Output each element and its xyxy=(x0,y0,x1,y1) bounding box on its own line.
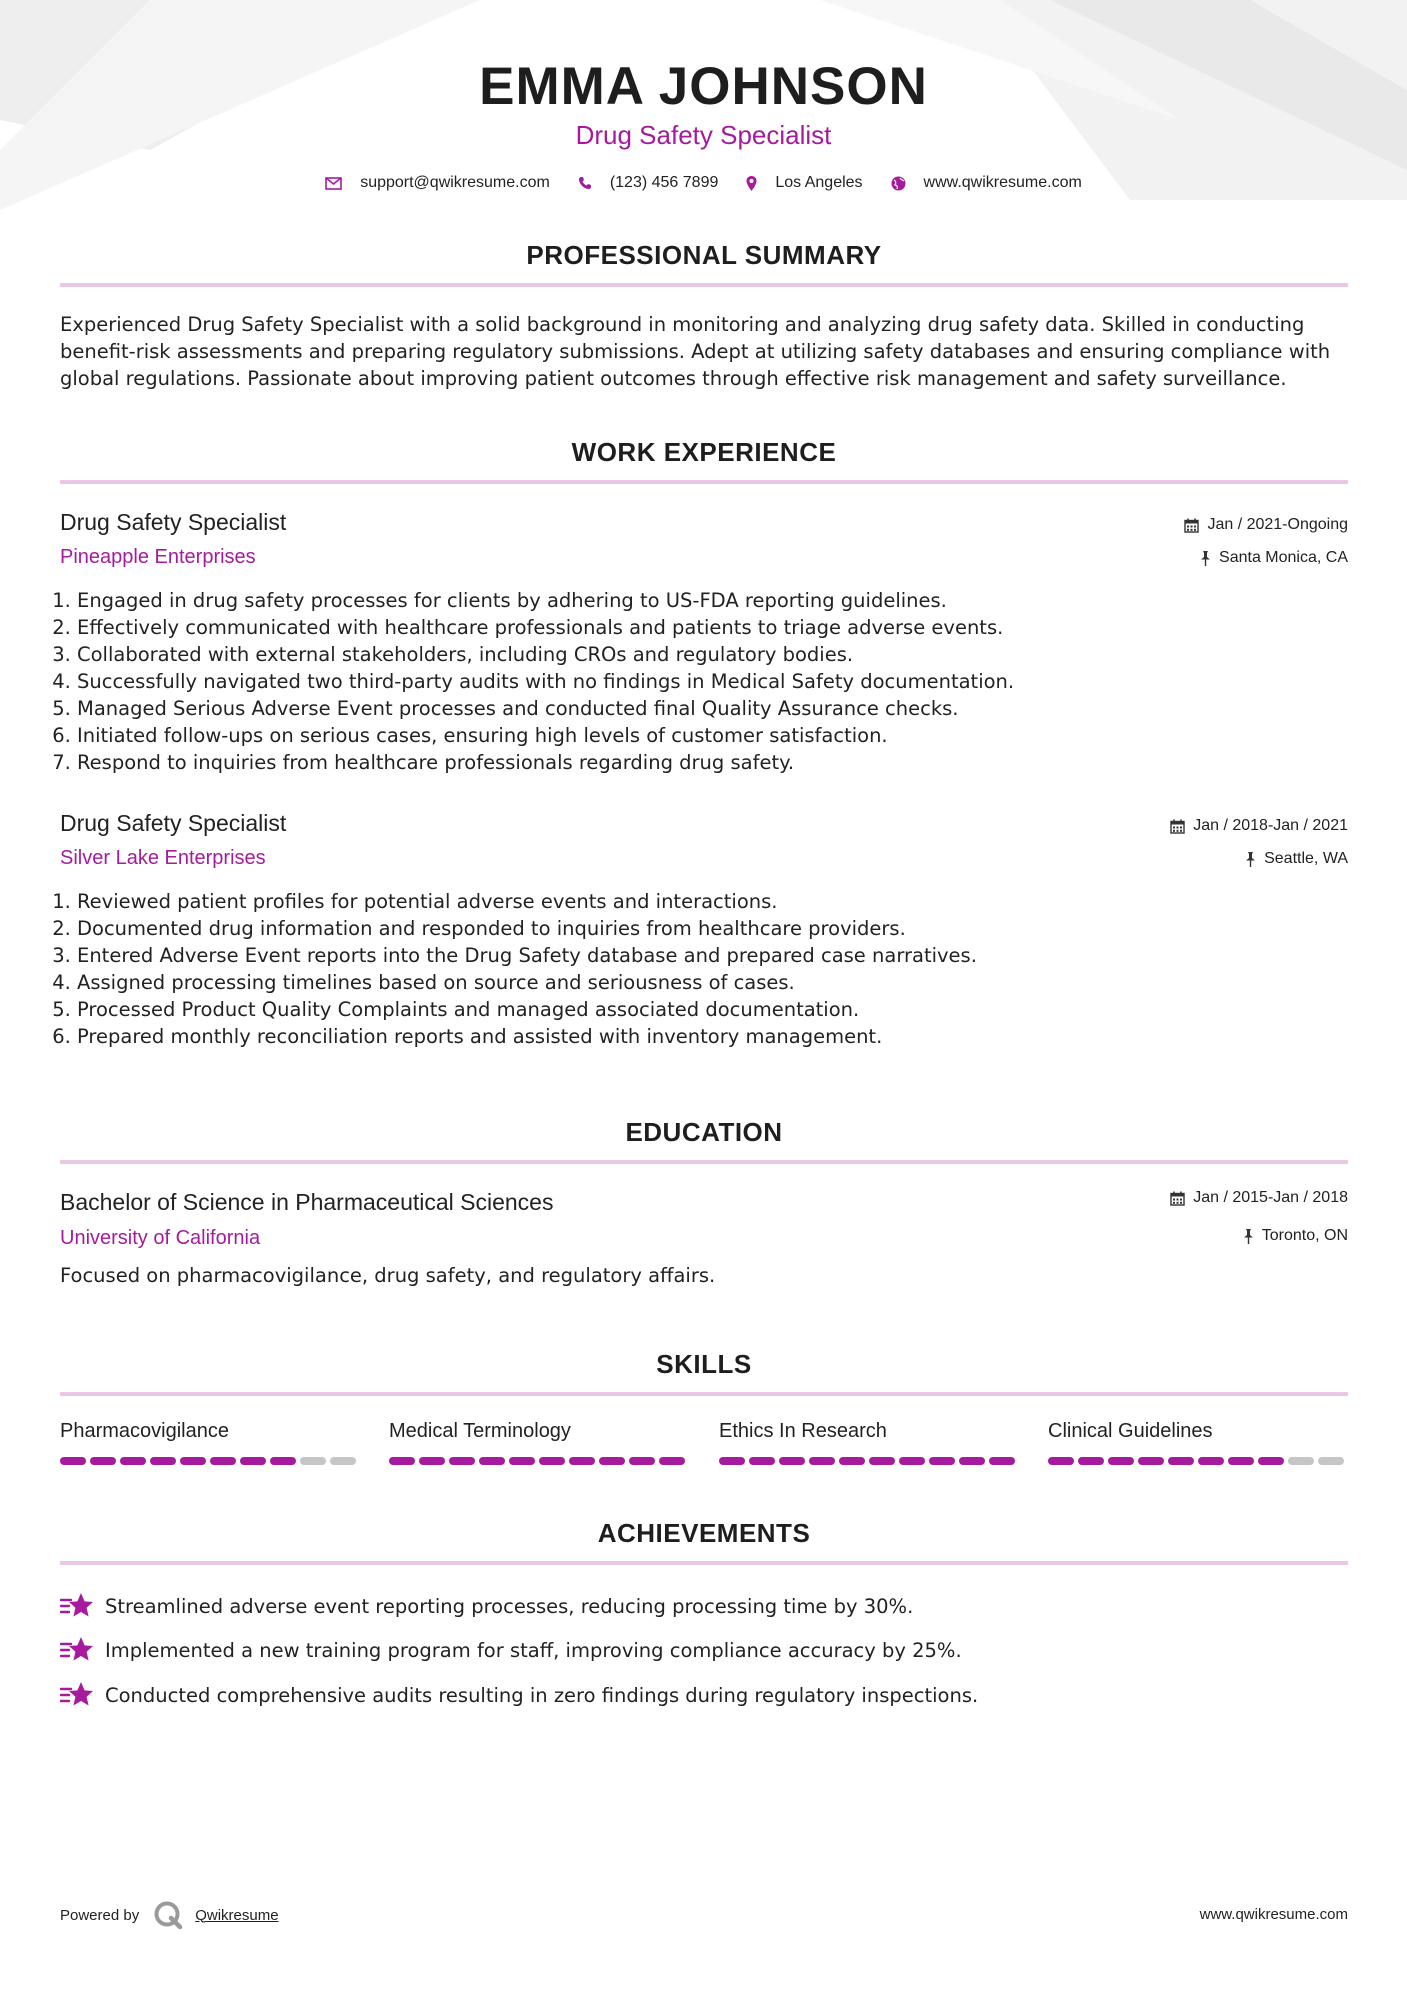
skill-level-segment xyxy=(719,1457,745,1465)
skill-level-segment xyxy=(150,1457,176,1465)
job-dates-text: Jan / 2021-Ongoing xyxy=(1207,516,1348,533)
list-item: 7. Respond to inquiries from healthcare professionals regarding drug safety. xyxy=(77,749,1277,776)
section-divider xyxy=(60,1160,1348,1164)
powered-by-label: Powered by xyxy=(60,1906,140,1924)
section-title-achievements: ACHIEVEMENTS xyxy=(597,1518,811,1548)
skill-level-segment xyxy=(569,1457,595,1465)
skill-level-segment xyxy=(1258,1457,1284,1465)
skill-item xyxy=(60,1420,360,1465)
contact-phone[interactable] xyxy=(578,174,719,192)
list-item: 6. Prepared monthly reconciliation reports and assisted with inventory management. xyxy=(77,1023,1277,1050)
job-company: Pineapple Enterprises xyxy=(60,546,256,568)
contact-website-text: www.qwikresume.com xyxy=(923,174,1082,191)
job-location-text: Santa Monica, CA xyxy=(1219,549,1348,566)
section-divider xyxy=(60,480,1348,484)
phone-icon xyxy=(578,176,592,190)
list-item: 1. Reviewed patient profiles for potential adverse events and interactions. xyxy=(77,888,1277,915)
skill-level-segment xyxy=(60,1457,86,1465)
skill-item xyxy=(719,1420,1019,1465)
skill-name: Clinical Guidelines xyxy=(1048,1420,1213,1442)
achievement-text: Conducted comprehensive audits resulting in zero findings during regulatory inspections. xyxy=(105,1683,979,1707)
achievement-item xyxy=(60,1635,962,1665)
skill-level-segment xyxy=(389,1457,415,1465)
skill-level-segment xyxy=(869,1457,895,1465)
skill-level-bar xyxy=(719,1457,1019,1465)
job-duties-list xyxy=(57,587,1277,776)
qwikresume-link[interactable]: Qwikresume xyxy=(195,1906,279,1924)
calendar-icon xyxy=(1170,1191,1185,1206)
skill-level-segment xyxy=(90,1457,116,1465)
skill-level-segment xyxy=(1288,1457,1314,1465)
skill-name: Pharmacovigilance xyxy=(60,1420,229,1442)
section-title-education: EDUCATION xyxy=(625,1117,783,1147)
section-divider xyxy=(60,1392,1348,1396)
candidate-name: EMMA JOHNSON xyxy=(479,57,928,116)
skill-level-segment xyxy=(120,1457,146,1465)
skill-level-segment xyxy=(1318,1457,1344,1465)
skill-level-segment xyxy=(839,1457,865,1465)
skill-level-segment xyxy=(779,1457,805,1465)
skill-level-segment xyxy=(1198,1457,1224,1465)
section-title-skills: SKILLS xyxy=(656,1349,752,1379)
achievement-text: Streamlined adverse event reporting processes, reducing processing time by 30%. xyxy=(105,1594,914,1618)
achievement-text: Implemented a new training program for staff, improving compliance accuracy by 25%. xyxy=(105,1638,962,1662)
list-item: 3. Collaborated with external stakeholders, including CROs and regulatory bodies. xyxy=(77,641,1277,668)
skill-level-segment xyxy=(959,1457,985,1465)
skill-level-segment xyxy=(479,1457,505,1465)
skill-level-segment xyxy=(989,1457,1015,1465)
contact-location-text: Los Angeles xyxy=(775,174,863,191)
education-dates xyxy=(1170,1189,1348,1207)
skill-level-segment xyxy=(1048,1457,1074,1465)
skill-level-segment xyxy=(1168,1457,1194,1465)
job-title: Drug Safety Specialist xyxy=(60,810,287,836)
list-item: 3. Entered Adverse Event reports into the Drug Safety database and prepared case narratives. xyxy=(77,942,1277,969)
skill-level-segment xyxy=(929,1457,955,1465)
list-item: 6. Initiated follow-ups on serious cases, ensuring high levels of customer satisfaction. xyxy=(77,722,1277,749)
skill-level-bar xyxy=(389,1457,689,1465)
contact-email-text: support@qwikresume.com xyxy=(360,174,550,191)
pushpin-icon xyxy=(1243,1229,1254,1244)
skill-level-segment xyxy=(449,1457,475,1465)
job-location-text: Seattle, WA xyxy=(1264,850,1348,867)
skill-item xyxy=(389,1420,689,1465)
pushpin-icon xyxy=(1245,852,1256,867)
contact-website[interactable] xyxy=(891,174,1082,192)
skill-level-segment xyxy=(210,1457,236,1465)
footer-branding xyxy=(60,1900,279,1930)
list-item: 2. Documented drug information and responded to inquiries from healthcare providers. xyxy=(77,915,1277,942)
skill-level-segment xyxy=(509,1457,535,1465)
skill-level-segment xyxy=(180,1457,206,1465)
skill-level-segment xyxy=(1228,1457,1254,1465)
skill-level-segment xyxy=(240,1457,266,1465)
contact-bar xyxy=(0,174,1407,192)
job-duties-list xyxy=(57,888,1277,1050)
skill-level-bar xyxy=(1048,1457,1348,1465)
section-title-experience: WORK EXPERIENCE xyxy=(571,437,837,467)
education-location-text: Toronto, ON xyxy=(1261,1227,1348,1244)
skill-level-segment xyxy=(599,1457,625,1465)
achievement-item xyxy=(60,1591,913,1621)
job-dates xyxy=(1184,516,1348,534)
job-dates-text: Jan / 2018-Jan / 2021 xyxy=(1193,817,1348,834)
skill-level-segment xyxy=(1138,1457,1164,1465)
skill-level-segment xyxy=(629,1457,655,1465)
list-item: 4. Successfully navigated two third-party audits with no findings in Medical Safety documentation. xyxy=(77,668,1277,695)
education-description: Focused on pharmacovigilance, drug safety, and regulatory affairs. xyxy=(60,1264,716,1287)
skill-level-segment xyxy=(539,1457,565,1465)
section-divider xyxy=(60,1561,1348,1565)
achievement-item xyxy=(60,1680,978,1710)
list-item: 1. Engaged in drug safety processes for clients by adhering to US-FDA reporting guidelines. xyxy=(77,587,1277,614)
job-company: Silver Lake Enterprises xyxy=(60,847,266,869)
location-pin-icon xyxy=(746,176,757,191)
qwikresume-logo-icon xyxy=(153,1900,183,1930)
envelope-icon xyxy=(325,177,342,190)
contact-email[interactable] xyxy=(325,174,550,192)
education-location xyxy=(1243,1227,1348,1245)
job-dates xyxy=(1170,817,1348,835)
contact-location xyxy=(746,174,862,192)
education-degree: Bachelor of Science in Pharmaceutical Sciences xyxy=(60,1189,554,1215)
skill-item xyxy=(1048,1420,1348,1465)
footer-website[interactable]: www.qwikresume.com xyxy=(1199,1906,1348,1923)
skill-level-segment xyxy=(809,1457,835,1465)
skill-level-bar xyxy=(60,1457,360,1465)
skill-level-segment xyxy=(659,1457,685,1465)
candidate-role: Drug Safety Specialist xyxy=(575,120,832,150)
skill-level-segment xyxy=(270,1457,296,1465)
summary-text: Experienced Drug Safety Specialist with a solid background in monitoring and analyzing drug safety data. Skilled in conducting benefit-risk assessments and preparing regulatory submissions. Adept at utilizing safety databases and ensuring compliance with global regulations. Passionate about improving patient outcomes through effective risk management and safety surveillance. xyxy=(60,313,1331,390)
skill-level-segment xyxy=(300,1457,326,1465)
skill-level-segment xyxy=(1078,1457,1104,1465)
calendar-icon xyxy=(1184,518,1199,533)
contact-phone-text: (123) 456 7899 xyxy=(609,174,719,191)
globe-icon xyxy=(891,176,906,191)
job-location xyxy=(1200,549,1348,567)
skill-name: Ethics In Research xyxy=(719,1420,887,1442)
pushpin-icon xyxy=(1200,551,1211,566)
skill-level-segment xyxy=(419,1457,445,1465)
skill-level-segment xyxy=(749,1457,775,1465)
skill-level-segment xyxy=(1108,1457,1134,1465)
job-title: Drug Safety Specialist xyxy=(60,509,287,535)
job-location xyxy=(1245,850,1348,868)
section-title-summary: PROFESSIONAL SUMMARY xyxy=(526,240,882,270)
star-award-icon xyxy=(60,1680,94,1710)
education-dates-text: Jan / 2015-Jan / 2018 xyxy=(1193,1189,1348,1206)
list-item: 2. Effectively communicated with healthcare professionals and patients to triage adverse events. xyxy=(77,614,1277,641)
education-school: University of California xyxy=(60,1227,261,1249)
skill-level-segment xyxy=(899,1457,925,1465)
list-item: 5. Managed Serious Adverse Event processes and conducted final Quality Assurance checks. xyxy=(77,695,1277,722)
star-award-icon xyxy=(60,1591,94,1621)
section-divider xyxy=(60,283,1348,287)
list-item: 4. Assigned processing timelines based on source and seriousness of cases. xyxy=(77,969,1277,996)
star-award-icon xyxy=(60,1635,94,1665)
list-item: 5. Processed Product Quality Complaints and managed associated documentation. xyxy=(77,996,1277,1023)
calendar-icon xyxy=(1170,819,1185,834)
skill-name: Medical Terminology xyxy=(389,1420,571,1442)
skill-level-segment xyxy=(330,1457,356,1465)
